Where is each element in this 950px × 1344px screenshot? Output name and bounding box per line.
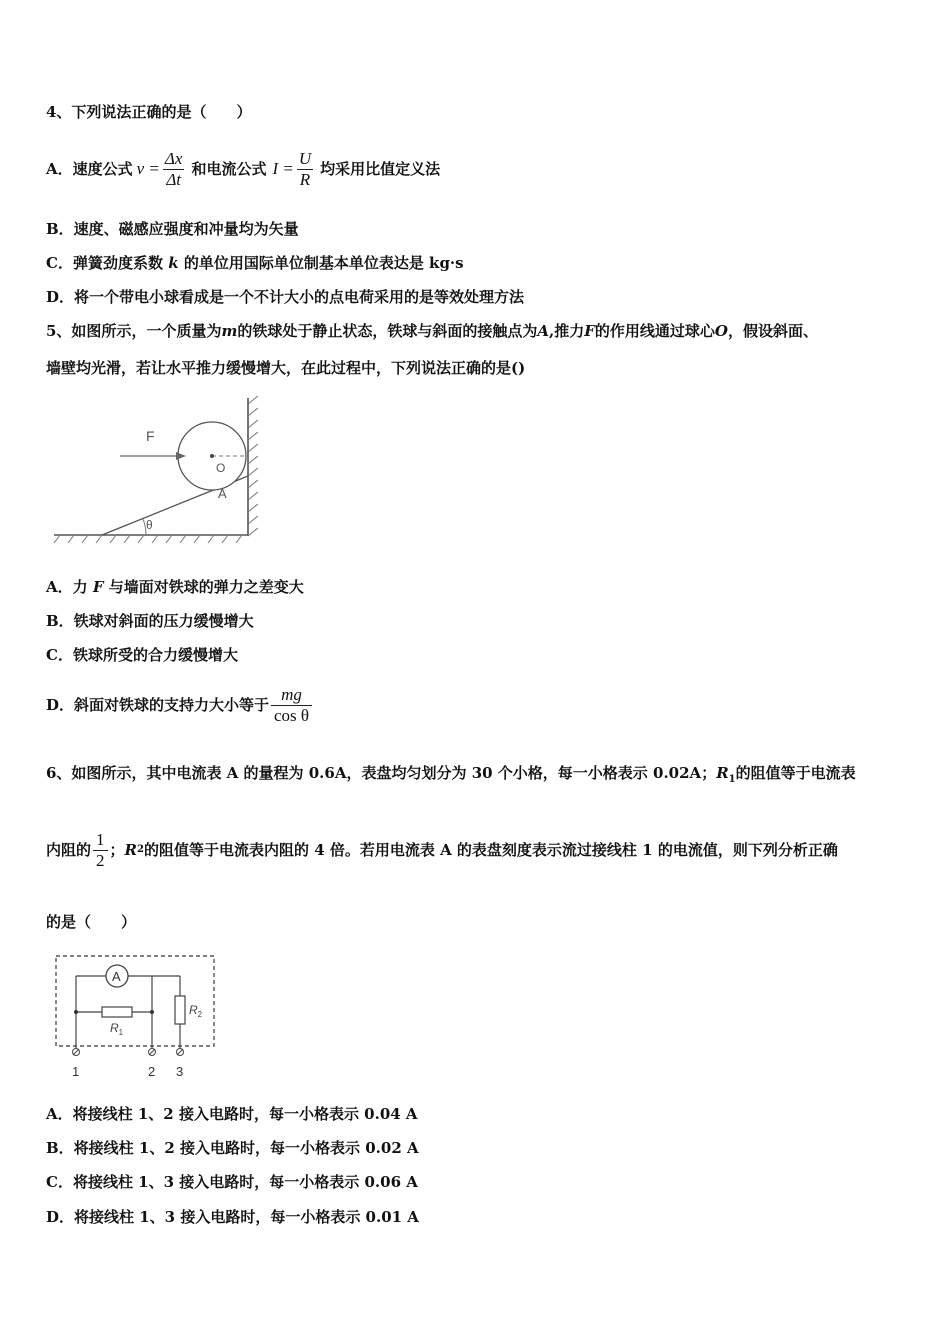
- q5-stem-e: ，假设斜面、: [727, 322, 818, 340]
- wall-hatching: [248, 396, 258, 536]
- r1-subscript: 1: [118, 1028, 124, 1037]
- q4-option-a: [46, 144, 440, 194]
- q6-option-b: B．将接线柱 1、2 接入电路时，每一小格表示 0.02 A: [46, 1139, 419, 1157]
- r2-subscript: 2: [197, 1010, 203, 1019]
- d-numerator: mg: [281, 684, 302, 704]
- q5-stem-c: ,推力: [548, 322, 585, 340]
- q6-option-d: D．将接线柱 1、3 接入电路时，每一小格表示 0.01 A: [46, 1208, 419, 1226]
- q5-a-F: F: [92, 578, 104, 596]
- circuit-figure: [52, 952, 220, 1082]
- r2-label: [189, 1003, 203, 1019]
- q6-stem-line2: [46, 826, 838, 874]
- terminal-2-label: 2: [148, 1064, 156, 1079]
- q4-option-d: D．将一个带电小球看成是一个不计大小的点电荷采用的是等效处理方法: [46, 288, 525, 306]
- q4-a-mid: 和电流公式: [191, 160, 267, 178]
- ball-center-dot: [210, 454, 214, 458]
- q5-stem-b: 的铁球处于静止状态，铁球与斜面的接触点为: [237, 322, 538, 340]
- half-fraction: [93, 830, 108, 871]
- r1-label: [110, 1021, 124, 1037]
- q5-stem-d: 的作用线通过球心: [594, 322, 715, 340]
- q4-c-post: 的单位用国际单位制基本单位表达是 kg·s: [183, 254, 464, 272]
- q4-c-pre: C．弹簧劲度系数: [46, 254, 163, 272]
- velocity-fraction: [162, 149, 186, 190]
- q5-A: A: [537, 322, 549, 340]
- i-numerator: U: [298, 148, 312, 168]
- q6-option-c: C．将接线柱 1、3 接入电路时，每一小格表示 0.06 A: [46, 1173, 418, 1191]
- q4-option-b: B．速度、磁感应强度和冲量均为矢量: [46, 220, 299, 238]
- q4-a-suffix: 均采用比值定义法: [320, 160, 441, 178]
- q6-l2-a: 内阻的: [46, 841, 92, 859]
- q5-option-a: [46, 577, 304, 597]
- q6-stem-line3: 的是（ ）: [46, 913, 137, 931]
- q5-F: F: [584, 322, 595, 340]
- q5-a-pre: A．力: [46, 578, 88, 596]
- q6-l1-a: 6、如图所示，其中电流表 A 的量程为 0.6A，表盘均匀划分为 30 个小格，每一小格表示 0.02A；: [46, 764, 717, 782]
- q6-R2-sub: 2: [137, 844, 144, 855]
- r2-letter: R: [189, 1003, 198, 1017]
- q5-stem-line2: 墙壁均光滑，若让水平推力缓慢增大，在此过程中，下列说法正确的是(): [46, 359, 526, 377]
- q5-option-d: [46, 680, 314, 730]
- support-force-fraction: [271, 685, 312, 726]
- label-F: F: [146, 428, 155, 444]
- q5-option-b: B．铁球对斜面的压力缓慢增大: [46, 612, 254, 630]
- junction-left: [74, 1010, 78, 1014]
- q6-R2: R: [124, 841, 137, 859]
- label-theta: θ: [146, 518, 153, 532]
- q4-stem: 4、下列说法正确的是（ ）: [46, 103, 252, 121]
- q6-l2-c: 的阻值等于电流表内阻的 4 倍。若用电流表 A 的表盘刻度表示流过接线柱 1 的电流值，则下列分析正确: [143, 841, 838, 859]
- resistor-r1: [102, 1007, 132, 1017]
- v-denominator: Δt: [163, 169, 184, 190]
- q5-O: O: [714, 322, 728, 340]
- half-denominator: 2: [93, 850, 108, 871]
- q6-stem-line1: [46, 763, 856, 790]
- q6-l1-b: 的阻值等于电流表: [735, 764, 856, 782]
- current-fraction: [296, 149, 314, 190]
- incline-ball-figure: [50, 394, 270, 546]
- q6-R1-sub: 1: [728, 774, 736, 785]
- ammeter-label: A: [112, 969, 121, 984]
- q6-option-a: A．将接线柱 1、2 接入电路时，每一小格表示 0.04 A: [46, 1105, 418, 1123]
- q5-d-pre: D．斜面对铁球的支持力大小等于: [46, 696, 270, 714]
- i-denominator: R: [297, 169, 313, 190]
- q4-a-prefix: A．速度公式: [46, 160, 133, 178]
- ground-hatching: [54, 535, 242, 543]
- v-numerator: Δx: [164, 148, 183, 168]
- q5-m: m: [221, 322, 238, 340]
- resistor-r2: [175, 996, 185, 1024]
- q5-option-c: C．铁球所受的合力缓慢增大: [46, 646, 238, 664]
- dashed-enclosure: [56, 956, 214, 1046]
- q4-option-c: [46, 253, 464, 273]
- d-denominator: cos θ: [271, 705, 312, 726]
- half-numerator: 1: [96, 829, 105, 849]
- terminal-3-label: 3: [176, 1064, 184, 1079]
- label-A: A: [218, 486, 227, 501]
- label-O: O: [216, 461, 226, 475]
- q5-stem-line1: [46, 321, 818, 341]
- q6-R1: R: [716, 764, 729, 782]
- q4-c-k: k: [168, 254, 179, 272]
- i-lhs: I =: [272, 159, 294, 178]
- q5-stem-a: 5、如图所示，一个质量为: [46, 322, 222, 340]
- q6-l2-b: ；: [109, 841, 125, 859]
- r1-letter: R: [110, 1021, 119, 1035]
- v-lhs: v =: [136, 159, 160, 178]
- terminal-1-label: 1: [72, 1064, 80, 1079]
- q5-a-post: 与墙面对铁球的弹力之差变大: [108, 578, 304, 596]
- junction-right: [150, 1010, 154, 1014]
